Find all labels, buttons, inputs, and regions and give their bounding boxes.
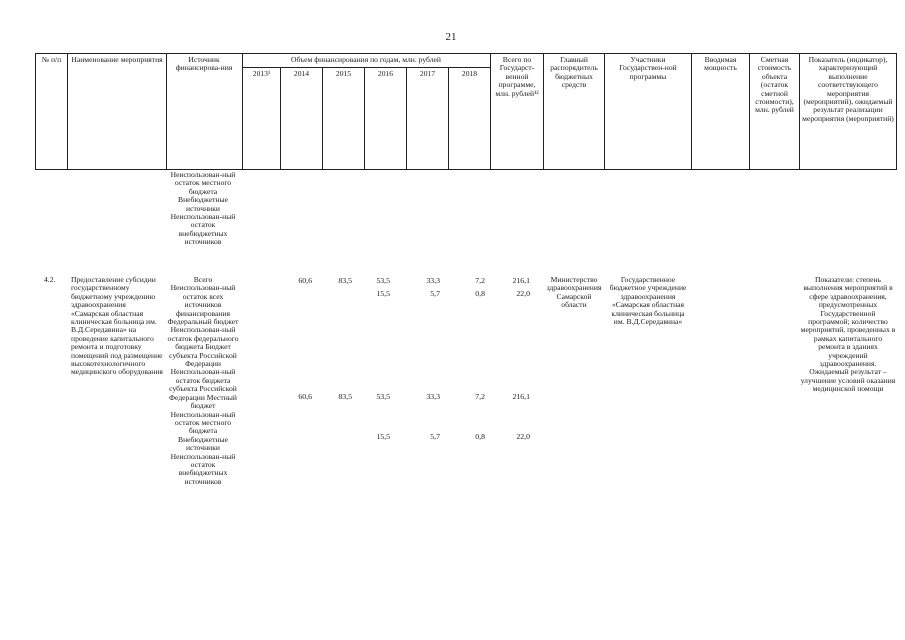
remainder-2017: 5,7 xyxy=(430,289,440,298)
row-indicator: Показатели: степень выполнения мероприятий в сфере здравоохранения, предусмотренных Государственной программой; количество мероприятий, проведенных в рамках капитального ремонта в зданиях учреждений здравоохранения. Ожидаемый результат – улучшение условий оказания медицинской помощи xyxy=(800,275,896,394)
header-source: Источник финансирова-ния xyxy=(175,55,233,73)
region-remainder-2018: 0,8 xyxy=(475,432,485,441)
header-total: Всего по Государст-венной программе, млн. рублей¹² xyxy=(495,55,539,98)
header-participants: Участники Государствен-ной программы xyxy=(619,55,677,81)
header-year-2018: 2018 xyxy=(461,69,478,78)
row-name: Предоставление субсидии государственному бюджетному учреждению здравоохранения «Самарская областная клиническая больница им. В.Д.Середавина» на проведение капитального ремонта и подготовку помещений под размещение высокотехнологичного медицинского оборудования xyxy=(71,275,163,377)
page-number: 21 xyxy=(445,31,457,43)
region-value-2016: 53,5 xyxy=(376,392,390,401)
header-name: Наименование мероприятия xyxy=(71,55,163,64)
header-estimate: Сметная стоимость объекта (остаток сметной стоимости), млн. рублей xyxy=(755,55,794,115)
row-sources: Всего Неиспользован-ный остаток всех источников финансирования Федеральный бюджет Неиспользован-ный остаток федерального бюджета Бюджет субъекта Российской Федерации Неиспользован-ный остаток бюджета субъекта Российской Федерации Местный бюджет Неиспользован-ный остаток местного бюджета Внебюджетные источники Неиспользован-ный остаток внебюджетных источников xyxy=(167,275,239,486)
region-value-2014: 60,6 xyxy=(298,392,312,401)
region-value-2018: 7,2 xyxy=(475,392,485,401)
row-participants: Государственное бюджетное учреждение здравоохранения «Самарская областная клиническая больница им. В.Д.Середавина» xyxy=(609,275,687,327)
region-remainder-2017: 5,7 xyxy=(430,432,440,441)
row-manager: Министерство здравоохранения Самарской области xyxy=(546,275,602,310)
value-2016: 53,5 xyxy=(376,276,390,285)
region-value-2015: 83,5 xyxy=(338,392,352,401)
header-year-2016: 2016 xyxy=(377,69,394,78)
header-year-2014: 2014 xyxy=(293,69,310,78)
remainder-total: 22,0 xyxy=(516,289,530,298)
header-manager: Главный распорядитель бюджетных средств xyxy=(550,55,598,90)
remainder-2016: 15,5 xyxy=(376,289,390,298)
region-value-total: 216,1 xyxy=(512,392,530,401)
header-volume: Объем финансирования по годам, млн. рублей xyxy=(291,55,441,64)
region-value-2017: 33,3 xyxy=(426,392,440,401)
region-remainder-2016: 15,5 xyxy=(376,432,390,441)
value-2015: 83,5 xyxy=(338,276,352,285)
carryover-sources: Неиспользован-ный остаток местного бюджета Внебюджетные источники Неиспользован-ный остаток внебюджетных источников xyxy=(170,170,236,247)
value-2014: 60,6 xyxy=(298,276,312,285)
header-num: № п/п xyxy=(41,55,62,64)
region-remainder-total: 22,0 xyxy=(516,432,530,441)
header-year-2013: 2013¹ xyxy=(252,69,271,78)
remainder-2018: 0,8 xyxy=(475,289,485,298)
value-total: 216,1 xyxy=(512,276,530,285)
header-capacity: Вводимая мощность xyxy=(704,55,737,73)
header-indicator: Показатель (индикатор), характеризующий выполнение соответствующего мероприятия (мероприятий), ожидаемый результат реализации мероприятия (мероприятий) xyxy=(802,55,894,123)
header-year-2015: 2015 xyxy=(335,69,352,78)
value-2018: 7,2 xyxy=(475,276,485,285)
value-2017: 33,3 xyxy=(426,276,440,285)
row-number: 4.2. xyxy=(44,275,56,284)
header-year-2017: 2017 xyxy=(419,69,436,78)
